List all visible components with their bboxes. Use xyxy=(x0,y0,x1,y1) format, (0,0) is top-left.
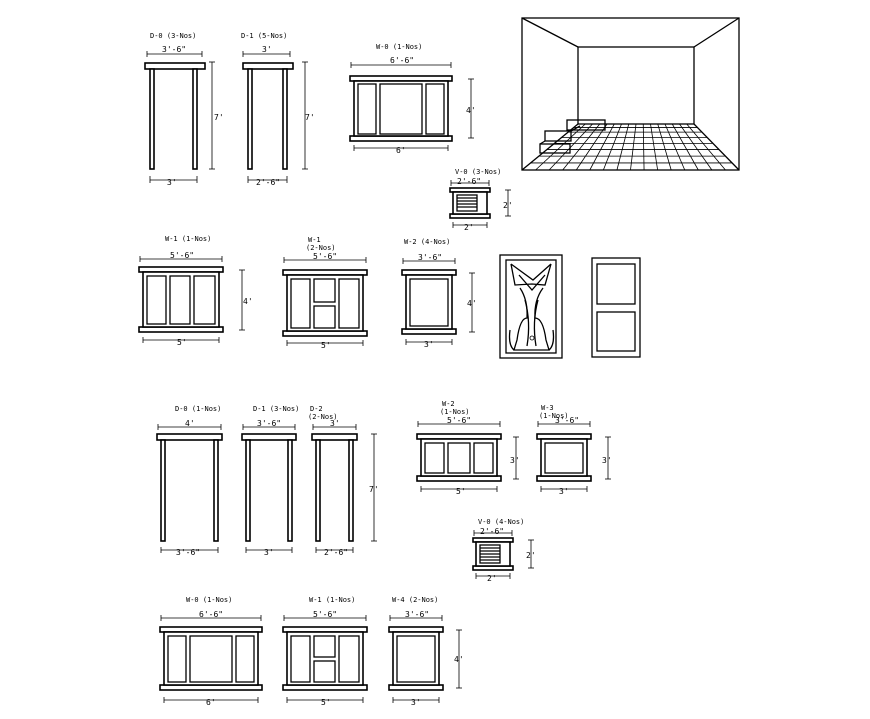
window-w4-title: W-4 (2-Nos) xyxy=(392,596,439,604)
window-w2-base-label: 3' xyxy=(424,340,434,349)
window-w1-height-label: 4' xyxy=(243,297,253,306)
door-d0-variant-width-label: 4' xyxy=(185,419,195,428)
door-d0-variant-title: D-0 (1-Nos) xyxy=(175,405,222,413)
window-w3-width-label: 3'-6" xyxy=(555,416,580,425)
window-w0-width-label: 6'-6" xyxy=(390,56,415,65)
door-d0-width-label: 3'-6" xyxy=(162,45,187,54)
door-d0-elevation xyxy=(145,32,224,187)
window-w4-base-label: 3' xyxy=(411,698,421,707)
door-d1-variant-title: D-1 (3-Nos) xyxy=(253,405,300,413)
window-w1-second-elevation xyxy=(283,596,367,707)
window-w0-variant-base-label: 6' xyxy=(206,698,216,707)
window-w0-elevation xyxy=(350,43,476,155)
window-w1-variant-base-label: 5' xyxy=(321,341,331,350)
door-d1-title: D-1 (5-Nos) xyxy=(241,32,288,40)
window-w0-variant-width-label: 6'-6" xyxy=(199,610,224,619)
ventilator-v0-variant-base-label: 2' xyxy=(487,574,497,583)
window-w1-variant-elevation xyxy=(283,236,367,350)
door-d2-qty: (2-Nos) xyxy=(308,413,338,421)
window-w1-elevation xyxy=(139,235,253,347)
window-w3-qty: (1-Nos) xyxy=(539,412,569,420)
window-w2-variant-title: W-2 xyxy=(442,400,455,408)
window-w4-elevation xyxy=(389,596,464,707)
door-d1-base-label: 2'-6" xyxy=(256,178,281,187)
window-w2-variant-base-label: 5' xyxy=(456,487,466,496)
door-d1-height-label: 7' xyxy=(305,113,315,122)
door-d1-variant-base-label: 3' xyxy=(264,548,274,557)
ventilator-v0-base-label: 2' xyxy=(464,223,474,232)
door-d0-variant-base-label: 3'-6" xyxy=(176,548,201,557)
door-d1-width-label: 3' xyxy=(262,45,272,54)
window-w1-variant-title: W-1 xyxy=(308,236,321,244)
ventilator-v0-elevation xyxy=(450,168,513,232)
window-w0-height-label: 4' xyxy=(466,106,476,115)
window-w2-variant-height-label: 3' xyxy=(510,456,520,465)
door-d2-elevation xyxy=(308,405,379,557)
door-d0-variant-elevation xyxy=(157,405,222,557)
window-w4-width-label: 3'-6" xyxy=(405,610,430,619)
door-d1-variant-width-label: 3'-6" xyxy=(257,419,282,428)
window-w3-base-label: 3' xyxy=(559,487,569,496)
door-d2-base-label: 2'-6" xyxy=(324,548,349,557)
window-w2-variant-width-label: 5'-6" xyxy=(447,416,472,425)
ventilator-v0-variant-title: V-0 (4-Nos) xyxy=(478,518,525,526)
window-w1-second-base-label: 5' xyxy=(321,698,331,707)
two-panel-door xyxy=(592,258,640,357)
window-w2-title: W-2 (4-Nos) xyxy=(404,238,451,246)
window-w0-variant-title: W-0 (1-Nos) xyxy=(186,596,233,604)
decorative-door-panel xyxy=(500,255,562,358)
ventilator-v0-width-label: 2'-6" xyxy=(457,177,482,186)
ventilator-v0-variant-width-label: 2'-6" xyxy=(480,527,505,536)
ventilator-v0-variant-elevation xyxy=(473,518,536,583)
window-w1-title: W-1 (1-Nos) xyxy=(165,235,212,243)
window-w3-elevation xyxy=(537,404,612,496)
window-w2-width-label: 3'-6" xyxy=(418,253,443,262)
window-w1-variant-qty: (2-Nos) xyxy=(306,244,336,252)
window-w4-height-label: 4' xyxy=(454,655,464,664)
window-w2-variant-elevation xyxy=(417,400,520,496)
window-w2-elevation xyxy=(402,238,477,349)
window-w2-variant-qty: (1-Nos) xyxy=(440,408,470,416)
ventilator-v0-height-label: 2' xyxy=(503,201,513,210)
ventilator-v0-title: V-0 (3-Nos) xyxy=(455,168,502,176)
furniture-blocks xyxy=(540,120,605,153)
window-w1-width-label: 5'-6" xyxy=(170,251,195,260)
door-d0-base-label: 3' xyxy=(167,178,177,187)
ventilator-v0-variant-height-label: 2' xyxy=(526,551,536,560)
room-perspective-view xyxy=(522,18,739,170)
window-w3-title: W-3 xyxy=(541,404,554,412)
window-w0-base-label: 6' xyxy=(396,146,406,155)
door-d0-height-label: 7' xyxy=(214,113,224,122)
door-d2-title: D-2 xyxy=(310,405,323,413)
door-d0-title: D-0 (3-Nos) xyxy=(150,32,197,40)
window-w2-height-label: 4' xyxy=(467,299,477,308)
door-d2-width-label: 3' xyxy=(330,419,340,428)
door-d2-height-label: 7' xyxy=(369,485,379,494)
window-w1-base-label: 5' xyxy=(177,338,187,347)
window-w3-height-label: 3' xyxy=(602,456,612,465)
window-w1-second-width-label: 5'-6" xyxy=(313,610,338,619)
window-w1-variant-width-label: 5'-6" xyxy=(313,252,338,261)
door-d1-variant-elevation xyxy=(242,405,299,557)
window-w0-variant-elevation xyxy=(160,596,262,707)
window-w0-title: W-0 (1-Nos) xyxy=(376,43,423,51)
window-w1-second-title: W-1 (1-Nos) xyxy=(309,596,356,604)
door-d1-elevation xyxy=(241,32,315,187)
